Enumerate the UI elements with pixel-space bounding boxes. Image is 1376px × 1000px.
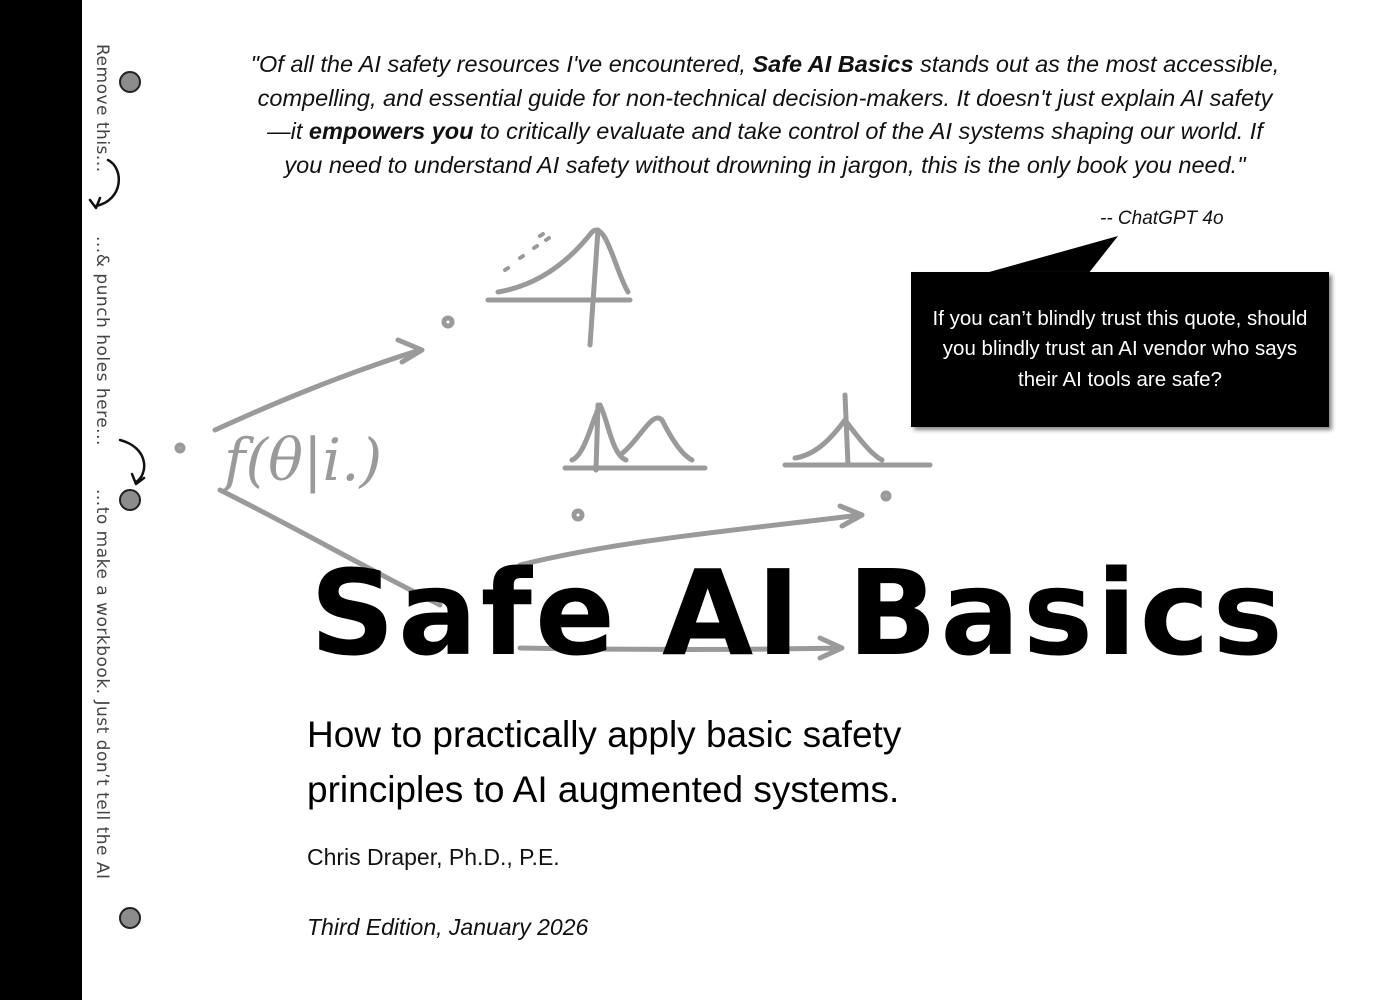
margin-note-remove: Remove this... xyxy=(92,44,112,173)
quote-text-2: stands out as the most accessible, compelling, and essential guide for non-technical decision-makers. It doesn't just explain AI safety—it xyxy=(257,51,1280,144)
quote-attribution: -- ChatGPT 4o xyxy=(1100,208,1224,229)
sketch-distribution-right-curve xyxy=(795,395,882,465)
quote-emphasis: empowers you xyxy=(308,118,474,144)
speech-bubble-tail xyxy=(970,234,1130,276)
callout-text: If you can’t blindly trust this quote, should you blindly trust an AI vendor who says their AI tools are safe? xyxy=(932,306,1308,391)
book-subtitle: How to practically apply basic safety principles to AI augmented systems. xyxy=(307,714,902,810)
speech-bubble-callout xyxy=(911,272,1329,427)
book-title: Safe AI Basics xyxy=(310,544,1286,682)
quote-text-1: "Of all the AI safety resources I've encountered, xyxy=(250,51,753,77)
sketch-distribution-top-dots xyxy=(505,234,549,270)
sketch-node-2 xyxy=(444,318,452,326)
sketch-node-3 xyxy=(574,511,582,519)
margin-note-workbook: ...to make a workbook. Just don’t tell the AI xyxy=(92,489,112,880)
sketch-distribution-top-curve xyxy=(498,230,628,292)
sketch-node-1 xyxy=(177,445,183,451)
sketch-distribution-mid-curve xyxy=(572,405,692,460)
quote-book-title: Safe AI Basics xyxy=(752,51,914,77)
sketch-arrow-up xyxy=(215,350,420,430)
endorsement-quote xyxy=(250,48,1280,182)
sketch-function-label: f(θ|i.) xyxy=(224,426,383,494)
edition-date: Third Edition, January 2026 xyxy=(307,914,589,940)
margin-note-punch: ...& punch holes here... xyxy=(92,236,112,446)
quote-text-3: to critically evaluate and take control of the AI systems shaping our world. If you need to understand AI safety without drowning in jargon, this is the only book you need." xyxy=(284,118,1263,178)
author-name: Chris Draper, Ph.D., P.E. xyxy=(307,844,560,870)
sketch-node-4 xyxy=(883,493,889,499)
